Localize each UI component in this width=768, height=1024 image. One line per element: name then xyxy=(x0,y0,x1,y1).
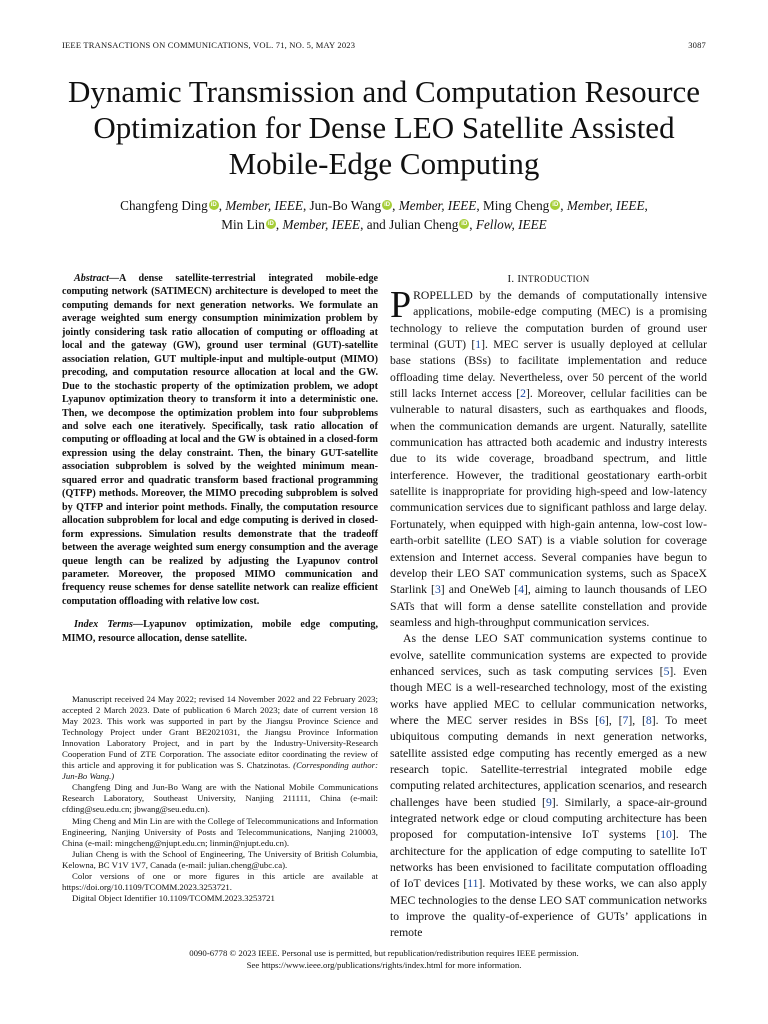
affiliation-1: Changfeng Ding and Jun-Bo Wang are with the National Mobile Communications Research Laboratory, Southeast University, Nanjing 211111, China (e-mail: cfding@seu.edu.cn; jbwang@seu.edu.cn). xyxy=(62,782,378,815)
author-role: Member, IEEE xyxy=(566,198,645,213)
journal-name: IEEE TRANSACTIONS ON COMMUNICATIONS, VOL. 71, NO. 5, MAY 2023 xyxy=(62,40,356,50)
doi-note: Digital Object Identifier 10.1109/TCOMM.2023.3253721 xyxy=(72,892,275,903)
author-name: Changfeng Ding xyxy=(120,198,208,213)
author-name: Ming Cheng xyxy=(482,198,550,213)
manuscript-note: Manuscript received 24 May 2022; revised 14 November 2022 and 22 February 2023; accepted 2 March 2023. Date of publication 6 March 2023; date of current version 18 May 2023. This work was supported in part by the Jiangsu Province Science and Technology Project under Grant BE2021031, the Jiangsu Province Information Innovation Laboratory Project, and in part by the Industry-University-Research Cooperation Fund of ZTE Corporation. The associate editor coordinating the review of this article and approving it for publication was S. Chatzinotas. (Corresponding author: Jun-Bo Wang.) xyxy=(62,694,378,782)
intro-paragraph-1: PROPELLED by the demands of computationally intensive applications, mobile-edge computing (MEC) is a promising technology to relieve the computation burden of ground user terminal (GUT) [1]. MEC server is usually deployed at cellular base stations (BSs) to facilitate implementation and reduce offloading time delay. Nevertheless, over 50 percent of the world still lacks Internet access [2]. Moreover, cellular facilities can be vulnerable to natural disasters, such as earthquakes and floods, when the communication demands are urgent. Naturally, satellite communication has attracted both academic and industry interests due to its wide coverage, broadband spectrum, and little interference. However, the traditional geostationary earth-orbit satellite is inappropriate for providing high-speed and low-latency communication services due to significant pathloss and large delay. Fortunately, when equipped with high-gain antenna, low-cost low-earth-orbit satellite (LEO SAT) is a viable solution for coverage extension and Internet access. Several companies have begun to develop their LEO SAT communication systems, such as SpaceX Starlink [3] and OneWeb [4], aiming to launch thousands of LEO SATs that will form a dense satellite constellation and provide seamless and high-throughput communication services. xyxy=(390,284,707,629)
right-column xyxy=(390,272,707,942)
abstract: Abstract—A dense satellite-terrestrial integrated mobile-edge computing network (SATIMECN) architecture is developed to meet the computing demands for next generation networks. We formulate an average weighted sum energy consumption minimization problem by jointly considering task ratio allocation of computing or offloading at local and the gateway (GW), ground user terminal (GUT)-satellite association relation, GUT multiple-input and multiple-output (MIMO) precoding, and computation resource allocation at local and the GW. Due to the stochastic property of the optimization problem, we adopt Lyapunov optimization theory to transform it into a deterministic one. Then, we decompose the optimization problem into four subproblems and solve each one iteratively. Specifically, task ratio allocation of computing or offloading at local and the GW is obtained in a closed-form expression using the delay constraint. Then, the binary GUT-satellite association subproblem is solved by the weighted minimum mean-squared error and quadratic transform based fractional programming (QTFP) methods. Moreover, the MIMO precoding subproblem is solved by QTFP and interior point methods. Finally, the computation resource allocation subproblem for local and edge computing is derived in closed-form expressions. Simulation results demonstrate that the tradeoff between the average weighted sum energy consumption and the average queue length can be realized by adjusting the Lyapunov control parameter. Moreover, the proposed MIMO communication and frequency reuse schemes for dense satellite network can realize efficient computation offloading with relative low cost. xyxy=(62,273,378,607)
author-list: Changfeng Ding iD , Member, IEEE, Jun-Bo Wang iD , Member, IEEE, Ming Cheng iD , Member, IEEE, Min Lin iD , Member, IEEE, and Julian Cheng iD , Fellow, IEEE xyxy=(120,198,648,232)
copyright-notice: 0090-6778 © 2023 IEEE. Personal use is permitted, but republication/redistribution requires IEEE permission. See https://www.ieee.org/publications/rights/index.html for more information. xyxy=(189,948,579,970)
color-note: Color versions of one or more figures in this article are available at https://doi.org/10.1109/TCOMM.2023.3253721. xyxy=(62,870,378,892)
intro-paragraph-2: As the dense LEO SAT communication systems continue to evolve, satellite communication systems are expected to provide enhanced services, such as task computing services [5]. Even though MEC is a well-researched technology, most of the existing works have applied MEC to cellular communication networks, where the MEC server resides in BSs [6], [7], [8]. To meet ubiquitous computing demands in next generation networks, satellite assisted edge computing has recently emerged as a new research topic. Satellite-terrestrial integrated mobile edge computing related architectures, application scenarios, and research challenges have been studied [9]. Similarly, a space-air-ground integrated network edge or cloud computing architecture has been proposed for computation-intensive IoT systems [10]. The architecture for the application of edge computing to satellite IoT networks has been envisioned to facilitate computation offloading of IoT devices [11]. Motivated by these works, we can also apply MEC technologies to the dense LEO SAT communication networks to improve the quality-of-experience of GUTs’ applications in remote xyxy=(390,632,708,940)
author-name: Julian Cheng xyxy=(389,217,459,232)
drop-cap: P xyxy=(390,284,412,326)
corresponding-author: (Corresponding author: Jun-Bo Wang.) xyxy=(62,760,378,782)
abstract-text: A dense satellite-terrestrial integrated mobile-edge computing network (SATIMECN) architecture is developed to meet the computing demands for next generation networks. We formulate an average weighted sum energy consumption minimization problem by jointly considering task ratio allocation of computing or offloading at local and the gateway (GW), ground user terminal (GUT)-satellite association relation, GUT multiple-input and multiple-output (MIMO) precoding, and computation resource allocation at local and the GW. Due to the stochastic property of the optimization problem, we adopt Lyapunov optimization theory to transform it into a deterministic one. Then, we decompose the optimization problem into four subproblems and solve each one iteratively. Specifically, task ratio allocation of computing or offloading at local and the GW is obtained in a closed-form expression using the delay constraint. Then, the binary GUT-satellite association subproblem is solved by the weighted minimum mean-squared error and quadratic transform based fractional programming (QTFP) methods. Moreover, the MIMO precoding subproblem is solved by QTFP and interior point methods. Finally, the computation resource allocation subproblem for local and edge computing is derived in closed-form expressions. Simulation results demonstrate that the tradeoff between the average weighted sum energy consumption and the average queue length can be realized by adjusting the Lyapunov control parameter. Moreover, the proposed MIMO communication and frequency reuse schemes for dense satellite network can realize efficient computation offloading with relative low cost. xyxy=(62,273,378,607)
author-name: Jun-Bo Wang xyxy=(309,198,382,213)
orcid-icon[interactable]: iD xyxy=(384,202,391,208)
orcid-icon[interactable]: iD xyxy=(267,221,274,227)
citation-link[interactable]: 6 xyxy=(599,713,605,727)
author-role: Fellow, IEEE xyxy=(475,217,547,232)
left-column xyxy=(62,272,378,645)
author-name: Min Lin xyxy=(221,217,265,232)
first-page-footnote xyxy=(62,694,378,904)
affiliation-2: Ming Cheng and Min Lin are with the College of Telecommunications and Information Engineering, Nanjing University of Posts and Telecommunications, Nanjing 210003, China (e-mail: mingcheng@njupt.edu.cn; linmin@njupt.edu.cn). xyxy=(62,815,378,848)
orcid-icon[interactable]: iD xyxy=(552,202,559,208)
paper-title: Dynamic Transmission and Computation Resource Optimization for Dense LEO Satellite Assisted Mobile-Edge Computing xyxy=(67,74,701,181)
citation-link[interactable]: 4 xyxy=(518,583,525,597)
citation-link[interactable]: 10 xyxy=(660,828,672,842)
citation-link[interactable]: 11 xyxy=(467,877,479,891)
citation-link[interactable]: 5 xyxy=(663,664,670,678)
citation-link[interactable]: 1 xyxy=(475,338,482,352)
index-terms-text: Lyapunov optimization, mobile edge computing, MIMO, resource allocation, dense satellite. xyxy=(62,619,378,644)
orcid-icon[interactable]: iD xyxy=(461,221,468,227)
citation-link[interactable]: 2 xyxy=(520,387,526,401)
citation-link[interactable]: 9 xyxy=(545,795,552,809)
citation-link[interactable]: 8 xyxy=(645,713,652,727)
author-role: Member, IEEE xyxy=(398,198,477,213)
citation-link[interactable]: 7 xyxy=(622,713,629,727)
running-header xyxy=(62,40,706,54)
abstract-label: Abstract xyxy=(74,273,109,284)
orcid-icon[interactable]: iD xyxy=(210,202,217,208)
page-number: 3087 xyxy=(688,40,706,50)
citation-link[interactable]: 3 xyxy=(434,583,441,597)
index-terms: Index Terms—Lyapunov optimization, mobile edge computing, MIMO, resource allocation, dense satellite. xyxy=(62,619,378,644)
author-role: Member, IEEE xyxy=(225,198,303,213)
section-heading-introduction: I. INTRODUCTION xyxy=(507,273,590,285)
author-role: Member, IEEE xyxy=(282,217,361,232)
index-terms-label: Index Terms xyxy=(74,619,133,631)
introduction-body xyxy=(390,284,708,942)
affiliation-3: Julian Cheng is with the School of Engineering, The University of British Columbia, Kelowna, BC V1V 1V7, Canada (e-mail: julian.cheng@ubc.ca). xyxy=(62,848,378,870)
